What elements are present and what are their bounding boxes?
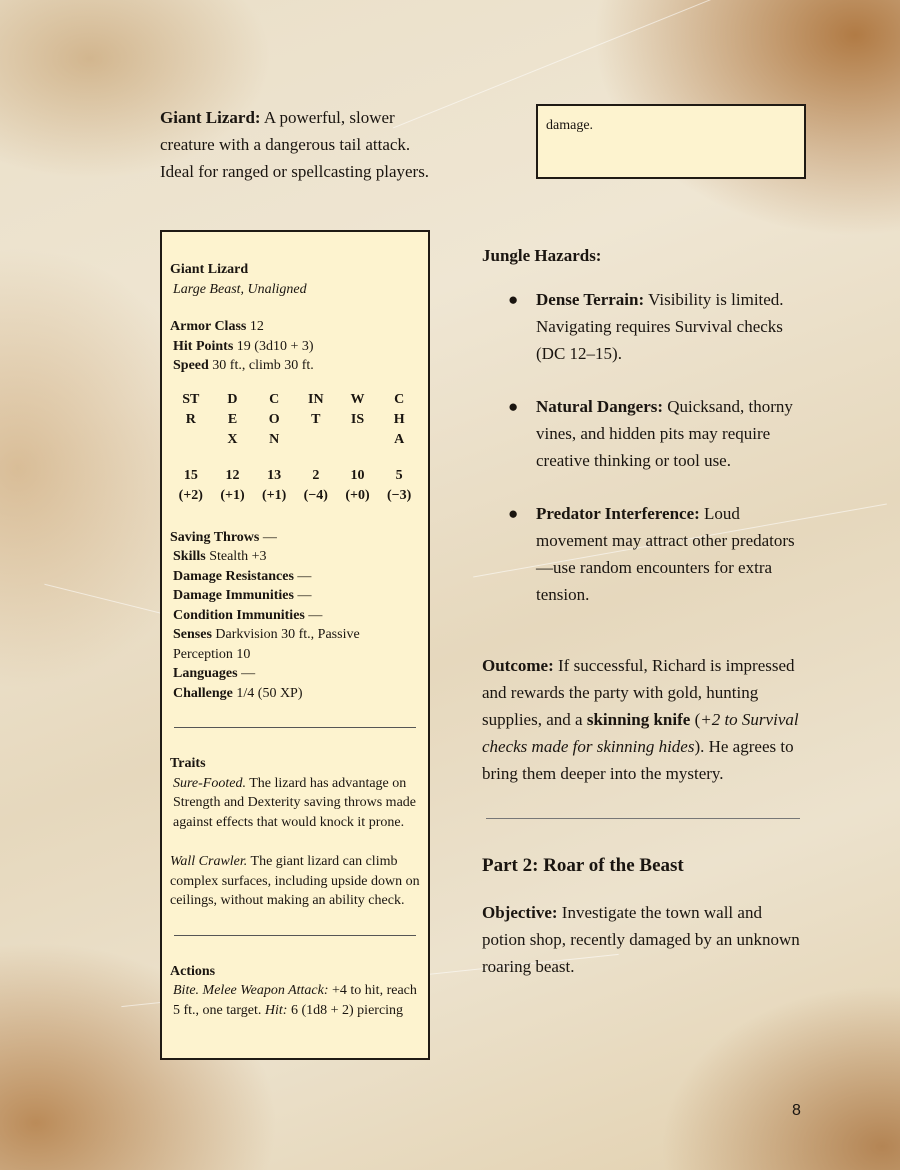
ability-value: 10 (+0) (345, 467, 370, 503)
trait-name: Wall Crawler. (170, 854, 248, 869)
creature-type: Large Beast, Unaligned (173, 281, 307, 297)
action-hit-label: Hit: (264, 1002, 288, 1018)
outcome-text: If successful, Richard is impressed and rewards the party with gold, hunting supplies, and a (482, 656, 795, 729)
bullet-icon: ● (508, 397, 519, 416)
hit-points-value: 19 (3d10 + 3) (236, 338, 314, 354)
outcome-item: skinning knife (586, 710, 691, 729)
condition-immunities-value: — (308, 607, 323, 623)
skills (170, 547, 420, 567)
spacer (170, 299, 420, 317)
trait-text: The giant lizard can climb complex surfaces, including upside down on ceilings, without making an ability check. (170, 854, 420, 908)
skills-value: Stealth +3 (209, 549, 267, 564)
languages-value: — (241, 666, 256, 681)
objective-label: Objective: (482, 903, 558, 922)
outcome-paragraph (482, 652, 804, 787)
languages-label: Languages (173, 666, 238, 681)
hazard-name: Natural Dangers: (536, 397, 664, 416)
spacer (170, 832, 420, 852)
objective-paragraph (482, 899, 804, 980)
ability-name: STR (182, 391, 200, 427)
speed-label: Speed (173, 358, 209, 373)
jungle-hazards-heading: Jungle Hazards: (482, 246, 602, 265)
ability-name: CHA (393, 391, 405, 447)
saving-throws-value: — (262, 529, 277, 545)
skills-label: Skills (173, 549, 206, 564)
intro-text: A powerful, slower creature with a dangerous tail attack. Ideal for ranged or spellcasting players. (160, 108, 430, 181)
section-divider (174, 727, 416, 728)
damage-immunities (170, 586, 420, 606)
hazard-name: Predator Interference: (536, 504, 700, 523)
creature-intro (160, 104, 440, 185)
ability-name: DEX (227, 391, 238, 447)
saving-throws (170, 528, 420, 548)
languages (170, 664, 420, 684)
trait-sure-footed (170, 774, 420, 833)
section-divider (174, 935, 416, 936)
hazard-name: Dense Terrain: (536, 290, 645, 309)
outcome-text-end: ). He agrees to bring them deeper into the mystery. (482, 737, 794, 783)
objective-text: Investigate the town wall and potion shop, recently damaged by an unknown roaring beast. (482, 903, 800, 976)
speed-value: 30 ft., climb 30 ft. (212, 358, 314, 373)
ability-value: 2 (−4) (303, 467, 328, 503)
part-2-title: Part 2: Roar of the Beast (482, 855, 684, 876)
senses (170, 625, 420, 664)
creature-name: Giant Lizard (170, 262, 249, 277)
outcome-item-effect: +2 to Survival checks made for skinning hides (482, 710, 799, 756)
action-name: Bite. (173, 983, 200, 998)
damage-resistances-value: — (297, 568, 312, 584)
challenge (170, 684, 420, 704)
ability-name: WIS (350, 391, 365, 427)
condition-immunities-label: Condition Immunities (173, 607, 305, 623)
outcome-paren: ( (694, 710, 701, 729)
bullet-icon: ● (508, 504, 519, 523)
hazard-item-dense-terrain (508, 286, 806, 367)
hazard-text: Visibility is limited. Navigating requires Survival checks (DC 12–15). (536, 290, 784, 363)
action-hit-text: 6 (1d8 + 2) piercing (290, 1002, 404, 1018)
page-number: 8 (792, 1102, 801, 1119)
spacer (170, 506, 420, 528)
saving-throws-label: Saving Throws (170, 529, 260, 545)
damage-immunities-label: Damage Immunities (173, 588, 294, 603)
outcome-label: Outcome: (482, 656, 554, 675)
armor-class (170, 317, 420, 337)
traits-heading: Traits (170, 756, 206, 771)
hit-points (170, 337, 420, 357)
continuation-text: damage. (546, 118, 594, 133)
armor-class-value: 12 (249, 319, 264, 334)
ability-name: INT (308, 391, 324, 427)
senses-label: Senses (173, 627, 212, 642)
trait-text: The lizard has advantage on Strength and Dexterity saving throws made against effects that would knock it prone. (173, 775, 417, 830)
ability-name: CON (268, 391, 280, 447)
intro-creature-name: Giant Lizard: (160, 108, 261, 127)
damage-immunities-value: — (297, 588, 312, 603)
armor-class-label: Armor Class (170, 319, 247, 334)
jungle-hazards-section (482, 242, 804, 612)
hazard-item-natural-dangers (508, 393, 806, 474)
damage-resistances-label: Damage Resistances (173, 568, 294, 584)
senses-value: Darkvision 30 ft., Passive Perception 10 (173, 627, 360, 662)
challenge-label: Challenge (173, 685, 233, 701)
action-bite (170, 981, 420, 1020)
action-attack-type: Melee Weapon Attack: (202, 983, 329, 998)
ability-value: 5 (−3) (387, 467, 412, 503)
hazard-item-predator-interference (508, 500, 806, 608)
challenge-value: 1/4 (50 XP) (236, 685, 303, 701)
hit-points-label: Hit Points (173, 338, 234, 354)
statblock-continuation-box (536, 104, 806, 179)
action-attack-text: +4 to hit, reach 5 ft., one target. (173, 983, 417, 1018)
condition-immunities (170, 606, 420, 626)
actions-heading: Actions (170, 963, 216, 979)
damage-resistances (170, 567, 420, 587)
ability-value: 12 (+1) (220, 467, 245, 503)
stat-block (160, 230, 430, 1060)
ability-value: 13 (+1) (262, 467, 287, 503)
section-divider (486, 818, 800, 819)
ability-value: 15 (+2) (178, 467, 203, 503)
hazard-text: Loud movement may attract other predators—use random encounters for extra tension. (536, 504, 795, 604)
ability-scores (170, 390, 420, 506)
trait-wall-crawler (170, 852, 420, 911)
trait-name: Sure-Footed. (173, 775, 246, 791)
hazard-text: Quicksand, thorny vines, and hidden pits may require creative thinking or tool use. (536, 397, 793, 470)
speed (170, 356, 420, 376)
bullet-icon: ● (508, 290, 519, 309)
